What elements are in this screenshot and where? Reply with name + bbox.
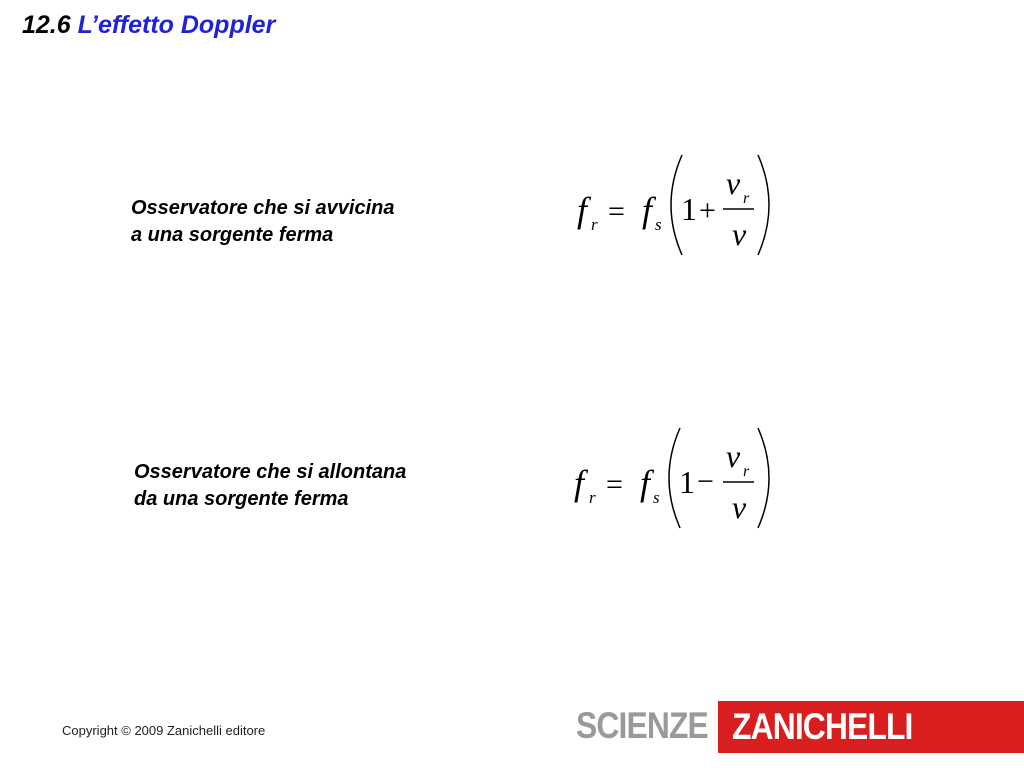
formula-one: 1 bbox=[679, 464, 695, 500]
approaching-observer-description bbox=[131, 195, 395, 249]
description-line: Osservatore che si allontana bbox=[134, 461, 407, 483]
formula-numerator-sub: r bbox=[743, 190, 750, 207]
zanichelli-logo bbox=[718, 701, 1024, 753]
formula-equals: = bbox=[606, 468, 623, 501]
formula-operator: − bbox=[697, 465, 714, 498]
formula-lhs-sub: r bbox=[589, 488, 596, 507]
formula-numerator: v bbox=[726, 438, 741, 474]
section-title: L’effetto Doppler bbox=[77, 11, 276, 39]
description-line: Osservatore che si avvicina bbox=[131, 197, 395, 219]
formula-factor: f bbox=[640, 463, 651, 503]
receding-formula bbox=[560, 423, 790, 533]
copyright-notice: Copyright © 2009 Zanichelli editore bbox=[62, 723, 266, 738]
formula-one: 1 bbox=[681, 191, 697, 227]
formula-numerator: v bbox=[726, 165, 741, 201]
slide-title bbox=[22, 11, 275, 40]
formula-denominator: v bbox=[732, 216, 747, 252]
right-paren bbox=[758, 155, 769, 255]
description-line: da una sorgente ferma bbox=[134, 488, 349, 510]
formula-lhs: f bbox=[574, 463, 585, 503]
scienze-logo: SCIENZE bbox=[576, 705, 708, 746]
section-number: 12.6 bbox=[22, 11, 71, 39]
formula-lhs: f bbox=[577, 190, 588, 230]
description-line: a una sorgente ferma bbox=[131, 224, 334, 246]
zanichelli-logo-text: ZANICHELLI bbox=[732, 706, 913, 747]
formula-factor-sub: s bbox=[655, 215, 662, 234]
formula-numerator-sub: r bbox=[743, 463, 750, 480]
formula-denominator: v bbox=[732, 489, 747, 525]
receding-observer-description bbox=[134, 459, 406, 513]
formula-factor: f bbox=[642, 190, 653, 230]
right-paren bbox=[758, 428, 769, 528]
formula-factor-sub: s bbox=[653, 488, 660, 507]
approaching-formula bbox=[560, 150, 790, 260]
formula-equals: = bbox=[608, 195, 625, 228]
formula-operator: + bbox=[699, 194, 716, 227]
formula-lhs-sub: r bbox=[591, 215, 598, 234]
